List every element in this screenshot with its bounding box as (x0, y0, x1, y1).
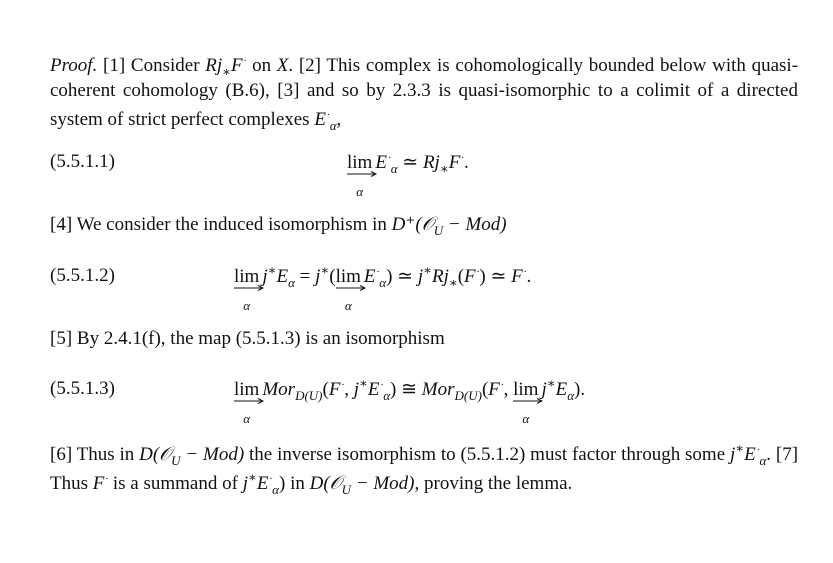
proof-label: Proof. (50, 55, 98, 76)
math-rj-f: $Rj_∗F^\cdot$ (205, 55, 247, 79)
sentence-1-text: Consider (130, 55, 200, 76)
sentence-tag-4: [4] (50, 214, 73, 235)
proof-paragraph-2 (50, 212, 798, 237)
math-d-plus: D⁺(𝒪$_U$ − Mod) (391, 214, 507, 238)
sentence-tag-7: [7] (775, 444, 799, 465)
equation-5-5-1-3: lim α Mor$_{D(U)}$(F·, $j^∗E^\cdot_\alpha$) ≅ Mor$_{D(U)}$(F·, lim α $j^∗E_\alpha$). (234, 375, 586, 426)
colimit-operator: lim α (513, 379, 538, 401)
sentence-5-text: By 2.4.1(f), the map (5.5.1.3) is an isomorphism (76, 328, 445, 349)
sentence-tag-5: [5] (50, 328, 73, 349)
sentence-3-text: and so by 2.3.3 is quasi-isomorphic to a colimit of a directed system of strict perfect complexes (50, 80, 798, 130)
right-arrow-icon (347, 171, 377, 177)
sentence-tag-1: [1] (103, 55, 126, 76)
colimit-operator: lim α (234, 379, 259, 401)
sentence-tag-3: [3] (277, 80, 300, 101)
colimit-operator: lim α (336, 266, 361, 288)
colimit-operator: lim α (234, 266, 259, 288)
sentence-tag-6: [6] (50, 444, 73, 465)
sentence-tag-2: [2] (298, 55, 322, 76)
equation-number-2: (5.5.1.2) (50, 265, 115, 286)
math-x: X (276, 55, 289, 76)
proof-paragraph-1: Proof. [1] Consider $Rj_∗F^\cdot$ on X. [2] This complex is cohomologically bounded below with quasi-coherent cohomology (B.6), [3] and so by 2.3.3 is quasi-isomorphic to a colimit of a directed system of strict perfect complexes $E^\cdot_\alpha$, (50, 55, 799, 133)
right-arrow-icon (336, 285, 366, 291)
equation-5-5-1-2: lim α $j^∗E_\alpha = j^∗(\lim$ α $E^\cdot_\alpha$) ≃ $j^∗Rj_∗(F^\cdot)$ ≃ F·. (234, 262, 532, 313)
sentence-2-text: This complex is cohomologically bounded below with quasi-coherent cohomology (B.6), (50, 55, 799, 101)
equation-5-5-1-1: lim α $E^\cdot_\alpha$ ≃ $Rj_∗F^\cdot$. (347, 152, 469, 199)
right-arrow-icon (234, 398, 264, 404)
sentence-4-text: We consider the induced isomorphism in (76, 214, 387, 235)
colimit-operator: lim α (347, 152, 372, 174)
right-arrow-icon (513, 398, 543, 404)
right-arrow-icon (234, 285, 264, 291)
equation-number-3: (5.5.1.3) (50, 378, 115, 399)
math-e-alpha: $E^\cdot_\alpha$ (314, 109, 337, 133)
equation-number-1: (5.5.1.1) (50, 151, 115, 172)
proof-paragraph-4: [6] Thus in D(𝒪$_U$ − Mod) the inverse isomorphism to (5.5.1.2) must factor through some $j^∗E^\cdot_\alpha$. [7] Thus F· is a summand of $j^∗E^\cdot_\alpha$) in D(𝒪$_U$ − Mod), proving the lemma. (50, 440, 799, 497)
word-on: on (252, 55, 272, 76)
proof-paragraph-3 (50, 326, 798, 351)
